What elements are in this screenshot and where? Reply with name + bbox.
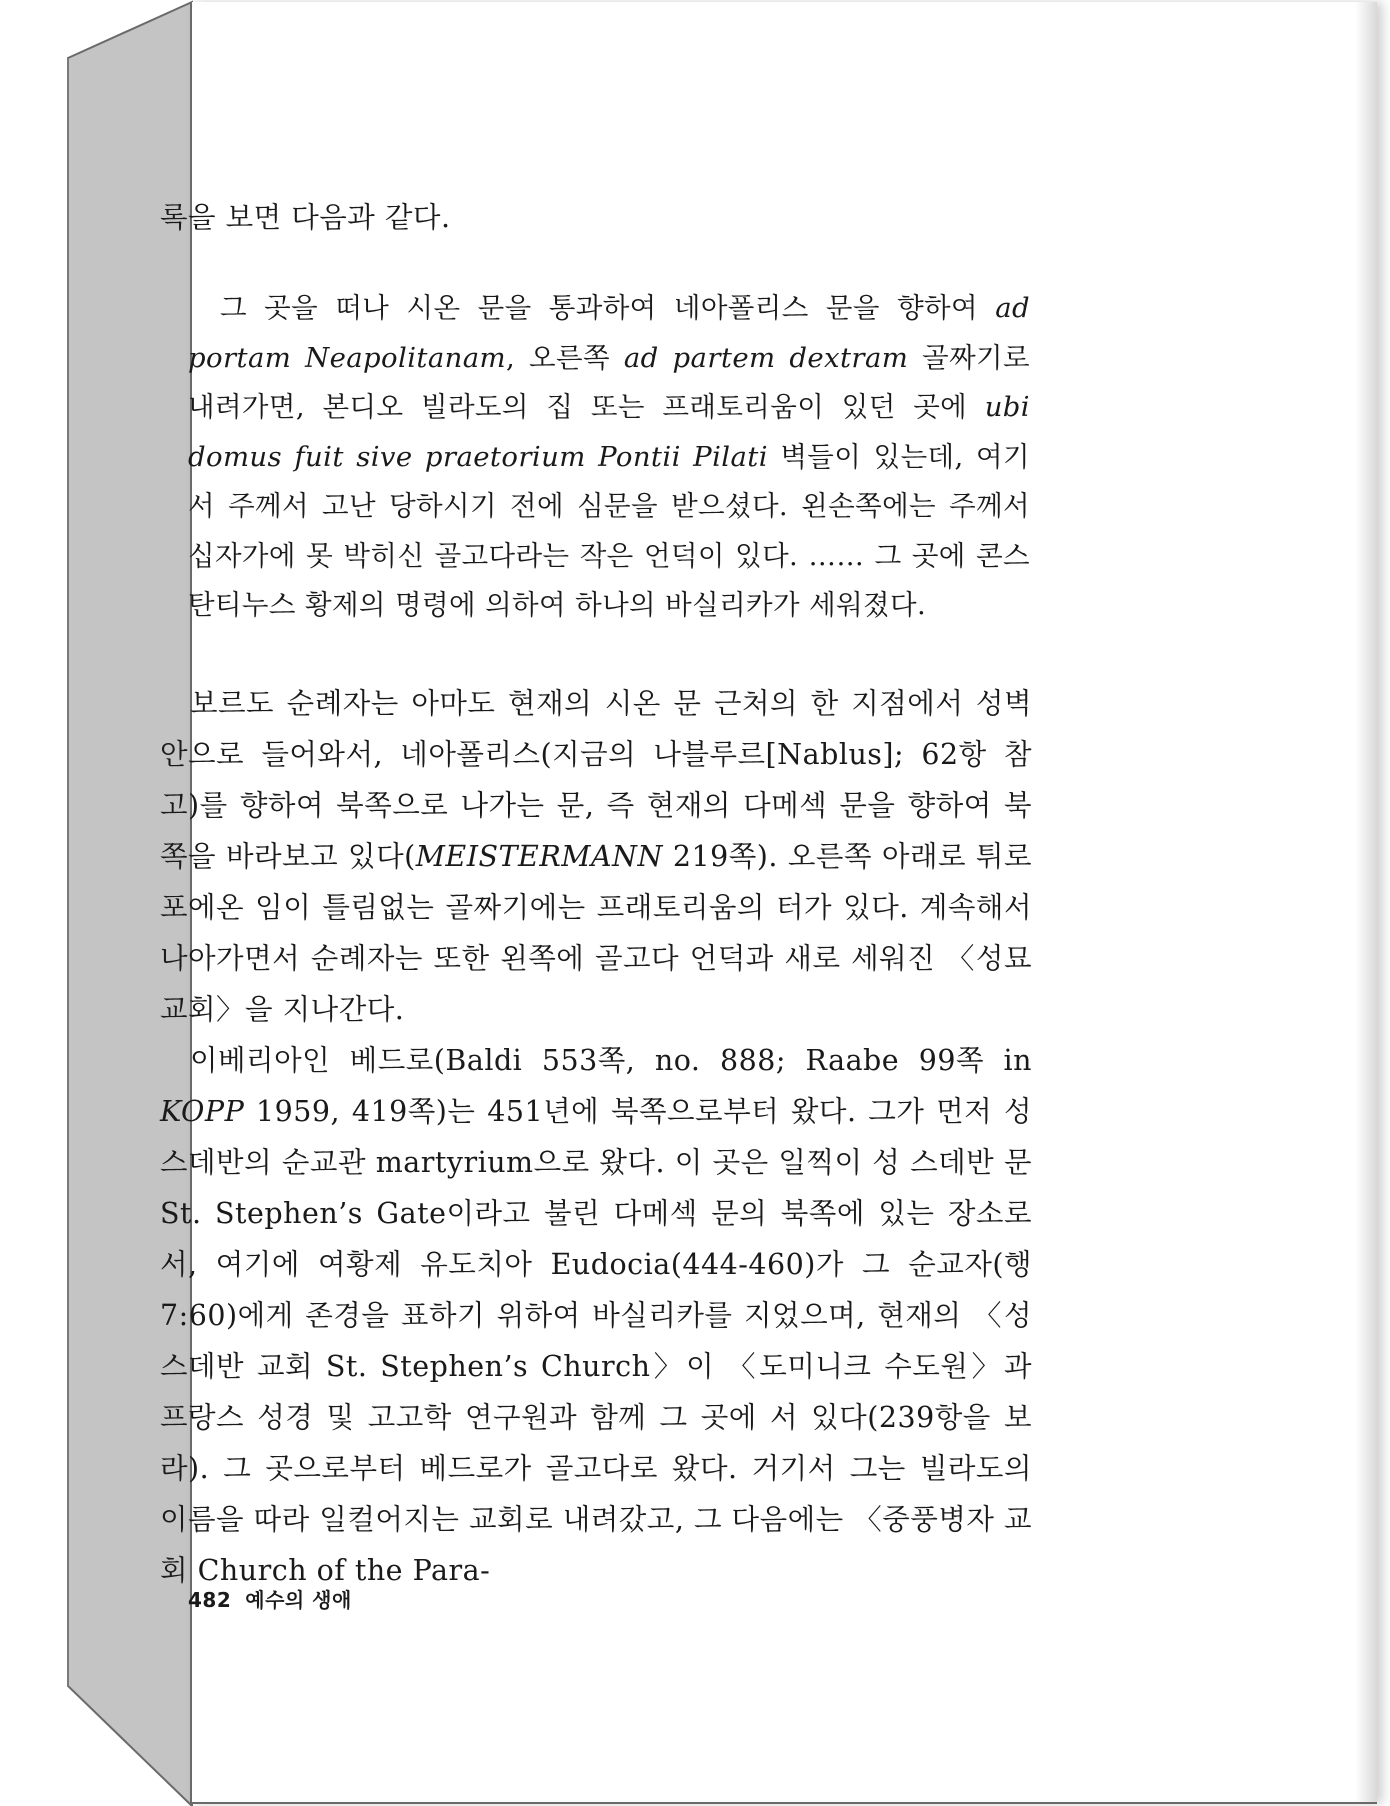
lead-sentence: 록을 보면 다음과 같다.: [160, 201, 451, 234]
quote-paragraph: 그 곳을 떠나 시온 문을 통과하여 네아폴리스 문을 향하여 ad portam Neapolitanam, 오른쪽 ad partem dextram 골짜기로 내려가면, 본디오 빌라도의 집 또는 프래토리움이 있던 곳에 ubi domus fuit sive praetorium Pontii Pilati 벽들이 있는데, 여기서 주께서 고난 당하시기 전에 심문을 받으셨다. 왼손쪽에는 주께서 십자가에 못 박히신 골고다라는 작은 언덕이 있다. …… 그 곳에 콘스탄티누스 황제의 명령에 의하여 하나의 바실리카가 세워졌다.: [188, 292, 1030, 621]
page-number: 482: [188, 1588, 232, 1612]
block-quotation: [188, 284, 1030, 631]
paragraph-peter-the-iberian: 이베리아인 베드로(Baldi 553쪽, no. 888; Raabe 99쪽 in KOPP 1959, 419쪽)는 451년에 북쪽으로부터 왔다. 그가 먼저 성 스데반의 순교관 martyrium으로 왔다. 이 곳은 일찍이 성 스데반 문 St. Stephen’s Gate이라고 불린 다메섹 문의 북쪽에 있는 장소로서, 여기에 여황제 유도치아 Eudocia(444-460)가 그 순교자(행 7:60)에게 존경을 표하기 위하여 바실리카를 지었으며, 현재의 〈성 스데반 교회 St. Stephen’s Church〉이 〈도미니크 수도원〉과 프랑스 성경 및 고고학 연구원과 함께 그 곳에 서 있다(239항을 보라). 그 곳으로부터 베드로가 골고다로 왔다. 거기서 그는 빌라도의 이름을 따라 일컬어지는 교회로 내려갔고, 그 다음에는 〈중풍병자 교회 Church of the Para-: [160, 1044, 1032, 1587]
paragraph-bordeaux-pilgrim: 보르도 순례자는 아마도 현재의 시온 문 근처의 한 지점에서 성벽 안으로 들어와서, 네아폴리스(지금의 나블루르[Nablus]; 62항 참고)를 향하여 북쪽으로 나가는 문, 즉 현재의 다메섹 문을 향하여 북쪽을 바라보고 있다(MEISTERMANN 219쪽). 오른쪽 아래로 튀로포에온 임이 틀림없는 골짜기에는 프래토리움의 터가 있다. 계속해서 나아가면서 순례자는 또한 왼쪽에 골고다 언덕과 새로 세워진 〈성묘 교회〉을 지나간다.: [160, 687, 1032, 1026]
body-text: [160, 678, 1032, 1596]
page-footer: [188, 1584, 352, 1613]
running-title: 예수의 생애: [245, 1588, 352, 1612]
page-edge-shadow: [1355, 2, 1377, 1802]
